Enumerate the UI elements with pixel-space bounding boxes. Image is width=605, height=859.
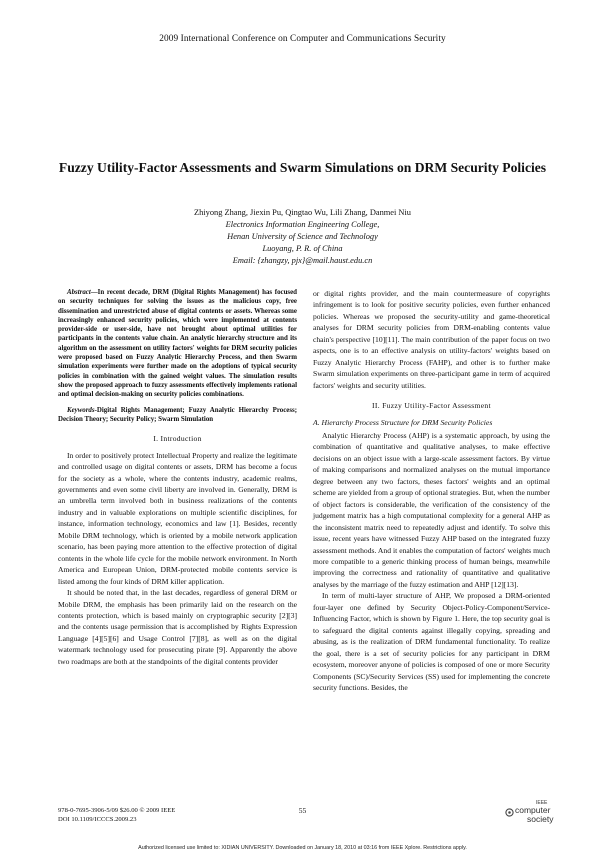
section2-paragraph-2: In term of multi-layer structure of AHP, We proposed a DRM-oriented four-layer one defined by Security Object-Policy-Component/Service-Influencing Factor, which is shown by Figure 1. Here, the top security goal is to safeguard the digital contents against illegally copying, spreading and abusing, as is the realization of DRM fundamental functionality. To realize the goal, there is a set of security policies for any participant in DRM ecosystem, moreover anyone of policies is composed of one or more Security Components (SC)/Security Services (SS) used for implementing the concrete security functions. Besides, the [313, 591, 550, 692]
left-column [58, 288, 297, 667]
conference-header: 2009 International Conference on Computer and Communications Security [159, 34, 446, 44]
logo-society-text: society [527, 814, 554, 824]
footer-isbn: 978-0-7695-3906-5/09 $26.00 © 2009 IEEE [58, 807, 176, 814]
affiliation-university: Henan University of Science and Technology [227, 231, 378, 241]
intro-paragraph-3: or digital rights provider, and the main countermeasure of copyrights infringement is to look for positive security policies, even further enhanced policies. Whereas we proposed the security-utility and game-theoretical analyses for DRM security policies from DRM-enabling contents value chain's perspective [10][11]. The main contribution of the paper focus on two aspects, one is to an effective analysis on utility-factors' weights based on Fuzzy Analytic Hierarchy Process (FAHP), and other is to further make Swarm simulation experiments on three-participant game in term of acquired factors' weights and security utilities. [313, 289, 550, 390]
abstract-text: —In recent decade, DRM (Digital Rights Management) has focused on security techniques for solving the issues as the malicious copy, free dissemination and unrestricted abuse of digital contents or assets. Whereas some increasingly enhanced security policies, which were implemented at contents provider-side or user-side, have not brought about optimal utilities for participants in the contents value chain. An analytic hierarchy structure and its algorithm on the assessment on utility factors' weights for DRM security policies were proposed based on Fuzzy Analytic Hierarchy Process, and then Swarm simulation experiments were further made on the adoptions of typical security policies in combination with the gained weight values. The simulation results show the proposed approach to fuzzy assessments effectively implements rational and optimal decision-making on security policies combinations. [58, 289, 297, 399]
abstract [58, 288, 297, 400]
paper-title: Fuzzy Utility-Factor Assessments and Swarm Simulations on DRM Security Policies [58, 160, 547, 175]
affiliation-location: Luoyang, P. R. of China [262, 243, 343, 253]
abstract-lead: Abstract [67, 289, 91, 296]
section2-paragraph-1: Analytic Hierarchy Process (AHP) is a systematic approach, by using the combination of quantitative and qualitative analyses, to make effective decisions on an object issue with a large-scale assessment factors. By virtue of making comparisons and normalized analyses on the mutual importance degree between any two factors, theses factors' weights and an optimal scheme are yielded from a group of optional strategies. But, when the number of object factors is considerable, the verification of the consistency of the judgement matrix has a high computational complexity for a general AHP as the inconsistent matrix need to repeatedly adjust and identify. To solve this issue, recent years have witnessed Fuzzy AHP based on the integrated fuzzy assessment methods. And it enables the computation of factors' weights much more compatible to a generic thinking process of human beings, meanwhile improving the correctness and rationality of quantitative and qualitative analyses by the marriage of the fuzzy estimation and AHP [12][13]. [313, 430, 550, 589]
ieee-computer-society-logo [505, 800, 563, 828]
logo-mark-icon [505, 808, 514, 817]
author-block [120, 207, 485, 267]
logo-computer-text: computer [515, 805, 551, 815]
section-heading-introduction: I. Introduction [153, 434, 202, 444]
author-names: Zhiyong Zhang, Jiexin Pu, Qingtao Wu, Lili Zhang, Danmei Niu [194, 208, 411, 217]
logo-ieee-text: IEEE [536, 800, 548, 806]
right-column [313, 288, 550, 693]
keywords [58, 406, 297, 425]
footer-doi: DOI 10.1109/ICCCS.2009.23 [58, 816, 137, 823]
license-notice: Authorized licensed use limited to: XIDIAN UNIVERSITY. Downloaded on January 18, 2010 at 03:16 from IEEE Xplore. Restrictions apply. [138, 845, 467, 851]
page-number: 55 [298, 806, 307, 815]
section-heading-fuzzy-assessment: II. Fuzzy Utility-Factor Assessment [372, 401, 491, 411]
affiliation-college: Electronics Information Engineering College, [225, 219, 380, 229]
intro-paragraph-1: In order to positively protect Intellectual Property and realize the legitimate and controlled usage on digital contents or assets, DRM has become a focus for the society as a whole, where the contents industry, academic realms, governments and even some civil liberty are involved in. Generally, DRM is an umbrella term involved both in business realizations of the contents industry and in valuable explorations on multiple scientific disciplines, for instance, information technology, economics and law [1]. Besides, recently Mobile DRM technology, which is oriented by a mobile network application scenario, has been paying more attention to the effective protection of digital contents in the whole life cycle for the mobile network environment. In North America and European Union, DRM-protected mobile contents service is listed among the four kinds of DRM killer application. [58, 450, 297, 586]
subsection-heading-hierarchy: A. Hierarchy Process Structure for DRM Security Policies [313, 417, 493, 427]
keywords-lead: Keywords- [67, 406, 97, 414]
intro-paragraph-2: It should be noted that, in the last decades, regardless of general DRM or Mobile DRM, the emphasis has been primarily laid on the research on the contents protection, which is based mainly on cryptographic security [2][3] and the contents usage permission that is accomplished by Rights Expression Language [4][5][6] and Usage Control [7][8], as well as on the digital watermark technology used for prosecuting pirate [9]. Apparently the above two roadmaps are both at the standpoints of the digital contents provider [58, 588, 297, 666]
author-email: Email: {zhangzy, pjx}@mail.haust.edu.cn [232, 255, 373, 265]
keywords-text: Digital Rights Management; Fuzzy Analytic Hierarchy Process; Decision Theory; Security Policy; Swarm Simulation [58, 406, 297, 423]
